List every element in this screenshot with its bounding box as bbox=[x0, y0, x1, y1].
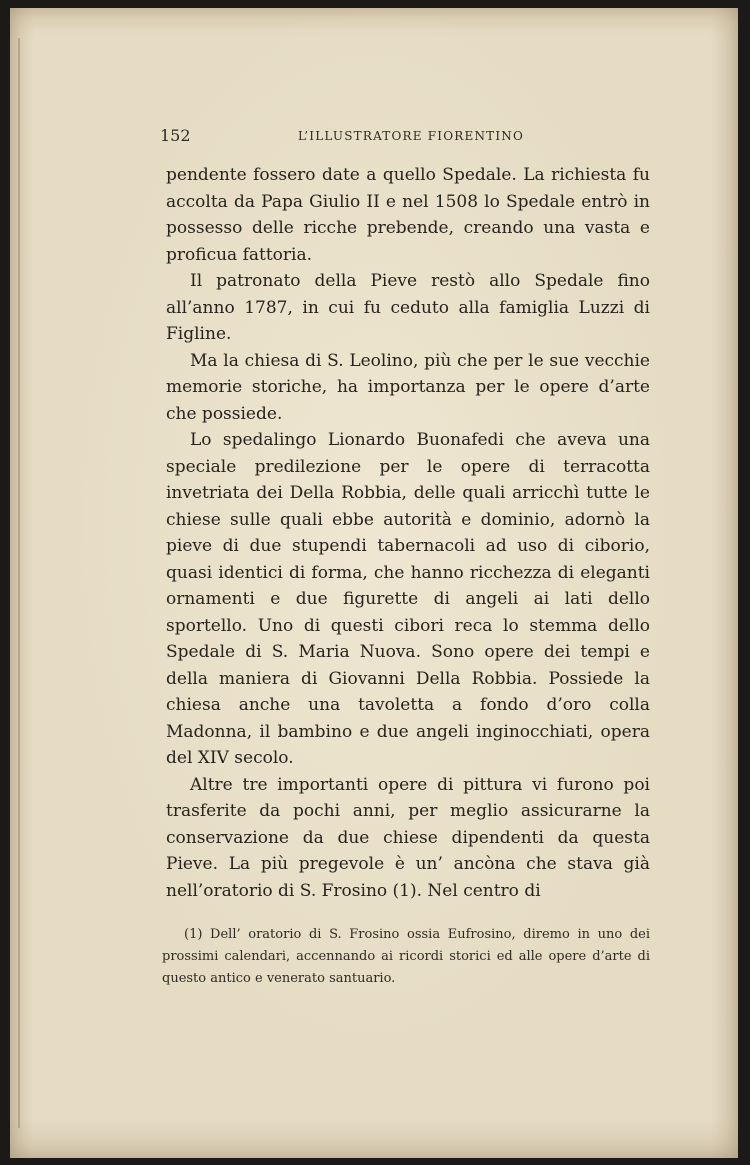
footnote-text: (1) Dell’ oratorio di S. Frosino ossia Eufrosino, diremo in uno dei prossimi calendari, accennando ai ricordi storici ed alle opere d’arte di questo antico e venerato santuario. bbox=[162, 927, 650, 986]
paragraph-1: pendente fossero date a quello Spedale. La richiesta fu accolta da Papa Giulio II e nel 1508 lo Spedale entrò in possesso delle ricche prebende, creando una vasta e proficua fattoria. bbox=[166, 165, 650, 265]
page-gutter-shadow bbox=[18, 38, 20, 1128]
footnote bbox=[162, 924, 650, 990]
running-header bbox=[160, 124, 660, 148]
body-text bbox=[166, 162, 650, 904]
page-number: 152 bbox=[160, 126, 191, 145]
paragraph-4: Lo spedalingo Lionardo Buonafedi che aveva una speciale predilezione per le opere di terracotta invetriata dei Della Robbia, delle quali arricchì tutte le chiese sulle quali ebbe autorità e dominio, adornò la pieve di due stupendi tabernacoli ad uso di ciborio, quasi identici di forma, che hanno ricchezza di eleganti ornamenti e due figurette di angeli ai lati dello sportello. Uno di questi cibori reca lo stemma dello Spedale di S. Maria Nuova. Sono opere dei tempi e della maniera di Giovanni Della Robbia. Possiede la chiesa anche una tavoletta a fondo d’oro colla Madonna, il bambino e due angeli inginocchiati, opera del XIV secolo. bbox=[166, 430, 650, 768]
paragraph-5: Altre tre importanti opere di pittura vi furono poi trasferite da pochi anni, per meglio assicurarne la conservazione da due chiese dipendenti da questa Pieve. La più pregevole è un’ ancòna che stava già nell’oratorio di S. Frosino (1). Nel centro di bbox=[166, 774, 650, 901]
paragraph-3: Ma la chiesa di S. Leolino, più che per le sue vecchie memorie storiche, ha importanza per le opere d’arte che possiede. bbox=[166, 350, 650, 424]
paragraph-2: Il patronato della Pieve restò allo Spedale fino all’anno 1787, in cui fu ceduto alla famiglia Luzzi di Figline. bbox=[166, 271, 650, 344]
running-title: L’ILLUSTRATORE FIORENTINO bbox=[298, 129, 525, 143]
